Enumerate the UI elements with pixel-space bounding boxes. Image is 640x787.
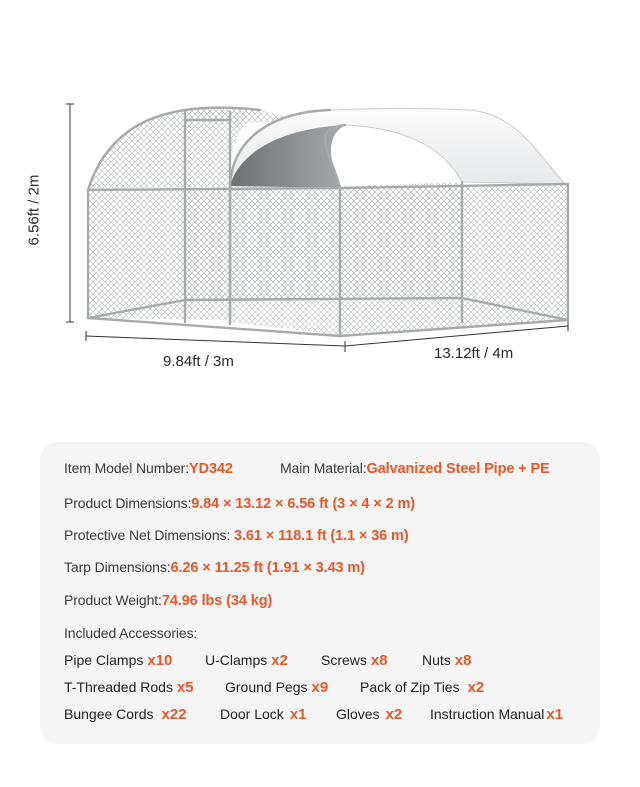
net-dimensions-value: 3.61 × 118.1 ft (1.1 × 36 m) [234, 528, 409, 544]
accessory-qty: x8 [370, 652, 388, 669]
material-label: Main Material: [280, 460, 367, 476]
accessory-name: Pack of Zip Ties [360, 679, 460, 695]
accessory-name: U-Clamps [205, 652, 268, 668]
product-dimensions-value: 9.84 × 13.12 × 6.56 ft (3 × 4 × 2 m) [191, 496, 415, 512]
accessory-qty: x8 [454, 652, 472, 669]
accessory-qty: x1 [289, 706, 307, 723]
tarp-dimensions-label: Tarp Dimensions: [64, 559, 171, 575]
accessory-name: Bungee Cords [64, 706, 154, 722]
weight-row [64, 592, 272, 609]
accessory-name: Door Lock [220, 706, 284, 722]
product-dimensions-label: Product Dimensions: [64, 495, 192, 511]
accessory-name: Nuts [422, 652, 451, 668]
height-dimension-label: 6.56ft / 2m [25, 174, 43, 246]
accessories-heading: Included Accessories: [64, 625, 198, 641]
net-dimensions-row [64, 527, 409, 544]
accessory-qty: x9 [311, 679, 329, 696]
accessory-item [225, 679, 328, 696]
width-dimension-label: 9.84ft / 3m [163, 353, 234, 370]
accessory-qty: x5 [176, 679, 194, 696]
accessory-item [64, 679, 194, 696]
weight-value: 74.96 lbs (34 kg) [161, 593, 273, 609]
material-value: Galvanized Steel Pipe + PE [366, 461, 550, 477]
accessory-qty: x10 [147, 652, 173, 669]
accessory-name: Gloves [336, 706, 380, 722]
accessory-qty: x1 [546, 706, 564, 723]
length-dimension-label: 13.12ft / 4m [434, 345, 514, 362]
accessory-qty: x2 [467, 679, 485, 696]
accessory-item [360, 679, 484, 696]
material-row [280, 460, 550, 477]
accessory-qty: x2 [271, 652, 288, 669]
model-value: YD342 [189, 461, 233, 477]
weight-label: Product Weight: [64, 592, 162, 608]
accessory-qty: x22 [161, 706, 187, 723]
accessory-item [64, 706, 187, 723]
accessory-item [422, 652, 471, 669]
accessory-item [220, 706, 307, 723]
accessory-item [205, 652, 288, 669]
accessory-qty: x2 [385, 706, 403, 723]
accessory-item [336, 706, 402, 723]
accessory-name: T-Threaded Rods [64, 679, 173, 695]
accessory-name: Instruction Manual [430, 706, 545, 722]
product-dimensions-row [64, 495, 415, 512]
accessory-name: Pipe Clamps [64, 652, 144, 668]
accessory-name: Screws [321, 652, 367, 668]
net-dimensions-label: Protective Net Dimensions: [64, 527, 235, 543]
accessory-item [321, 652, 388, 669]
tarp-dimensions-row [64, 559, 365, 576]
tarp-dimensions-value: 6.26 × 11.25 ft (1.91 × 3.43 m) [170, 560, 365, 576]
model-row [64, 460, 233, 477]
accessory-item [430, 706, 563, 723]
accessory-name: Ground Pegs [225, 679, 308, 695]
model-label: Item Model Number: [64, 460, 190, 476]
accessory-item [64, 652, 172, 669]
